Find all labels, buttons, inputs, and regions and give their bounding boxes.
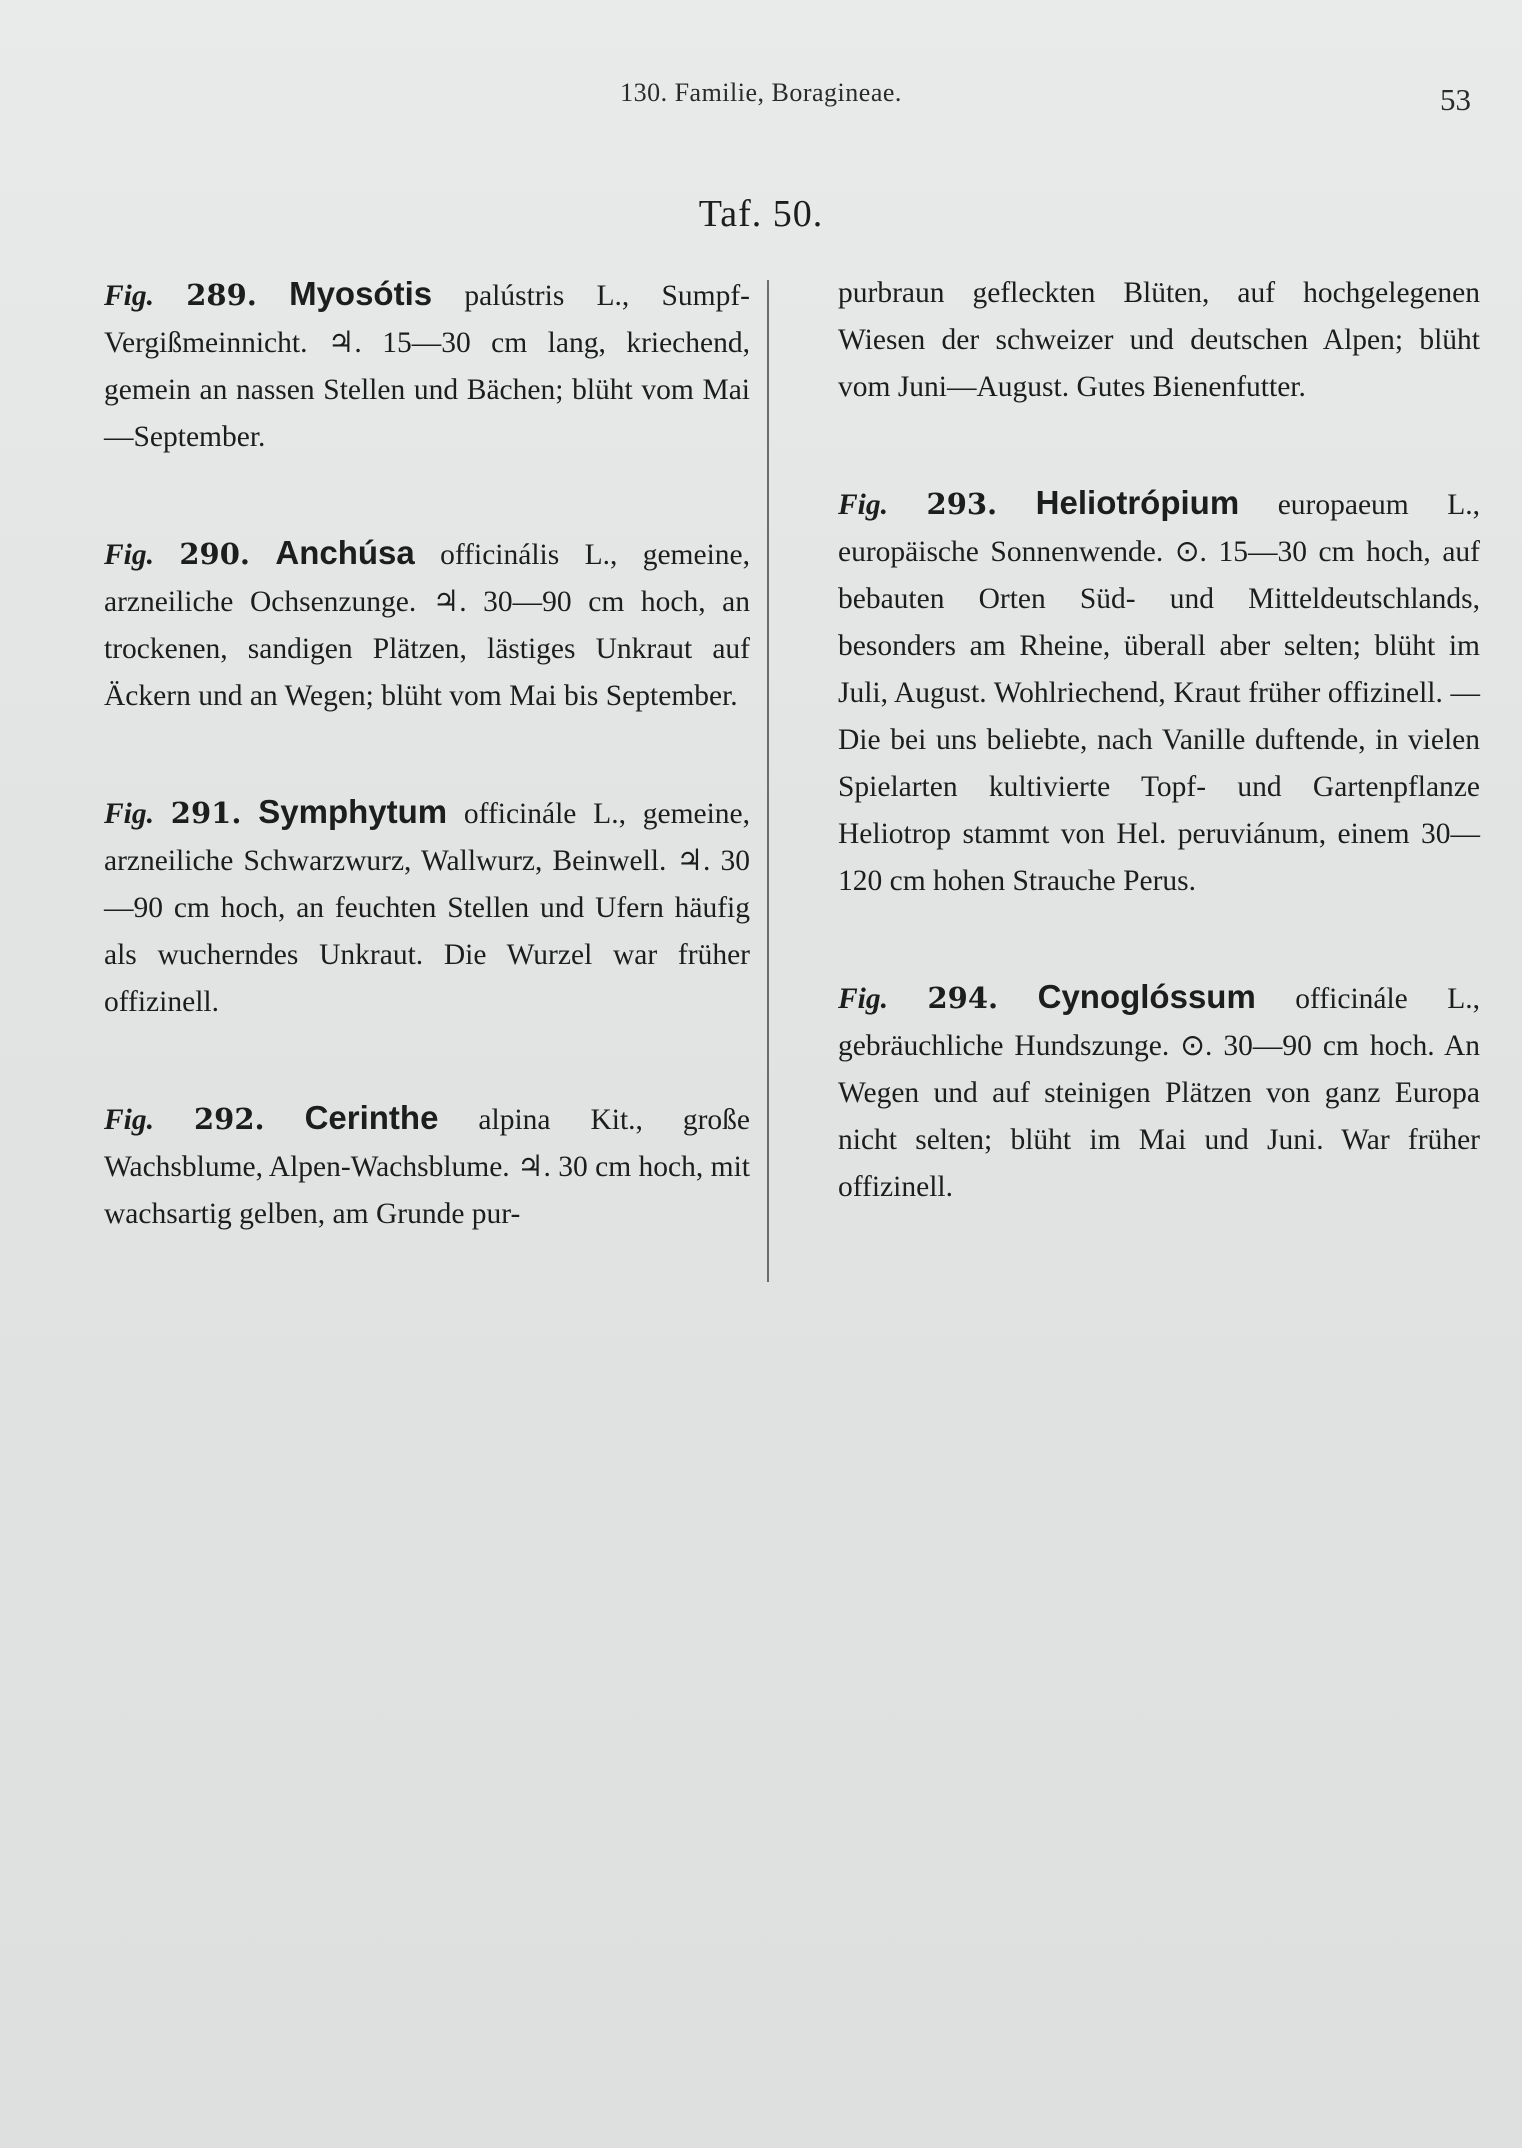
entry-294 <box>838 973 1480 1211</box>
right-column <box>838 270 1480 1211</box>
fig-label: Fig. <box>104 280 154 312</box>
entry-text: alpina Kit., große Wachsblume, Alpen-Wachsblume. ♃. 30 cm hoch, mit wachsartig gelben, am Grunde pur- <box>104 1104 751 1230</box>
genus-name: Myosótis <box>289 275 433 312</box>
entry-289 <box>104 270 750 461</box>
genus-name: Anchúsa <box>275 534 415 571</box>
fig-label: Fig. <box>104 539 154 571</box>
genus-name: Symphytum <box>258 793 448 830</box>
entry-text: europaeum L., europäische Sonnenwende. ⊙. 15—30 cm hoch, auf bebauten Orten Süd- und Mitteldeutschlands, besonders am Rheine, überall aber selten; blüht im Juli, August. Wohlriechend, Kraut früher offizinell. — Die bei uns beliebte, nach Vanille duftende, in vielen Spielarten kultivierte Topf- und Gartenpflanze Heliotrop stammt von Hel. peruviánum, einem 30—120 cm hohen Strauche Perus. <box>838 489 1481 897</box>
entry-text: officinális L., gemeine, arzneiliche Ochsenzunge. ♃. 30—90 cm hoch, an trockenen, sandigen Plätzen, lästiges Unkraut auf Äckern und an Wegen; blüht vom Mai bis September. <box>104 539 751 712</box>
genus-name: Heliotrópium <box>1035 484 1240 521</box>
page-number: 53 <box>1440 82 1471 117</box>
running-head: 130. Familie, Boragineae. <box>620 78 902 107</box>
fig-label: Fig. <box>838 489 888 521</box>
fig-number: 290. <box>179 537 251 571</box>
fig-number: 289. <box>186 278 257 312</box>
entry-292 <box>104 1094 750 1238</box>
fig-number: 294. <box>927 981 999 1015</box>
fig-number: 292. <box>193 1102 265 1136</box>
entry-293 <box>838 479 1480 905</box>
entry-291 <box>104 788 750 1026</box>
entry-292-continued <box>838 270 1480 411</box>
entry-290 <box>104 529 750 720</box>
entry-text: purbraun gefleckten Blüten, auf hochgelegenen Wiesen der schweizer und deutschen Alpen; blüht vom Juni—August. Gutes Bienenfutter. <box>838 277 1480 403</box>
fig-number: 293. <box>926 487 998 521</box>
entry-text: officinále L., gebräuchliche Hundszunge. ⊙. 30—90 cm hoch. An Wegen und auf steinigen Plätzen von ganz Europa nicht selten; blüht im Mai und Juni. War früher offizinell. <box>838 983 1481 1203</box>
column-divider <box>767 280 769 1282</box>
fig-label: Fig. <box>838 983 888 1015</box>
entry-text: officinále L., gemeine, arzneiliche Schwarzwurz, Wallwurz, Beinwell. ♃. 30—90 cm hoch, an feuchten Stellen und Ufern häufig als wucherndes Unkraut. Die Wurzel war früher offizinell. <box>104 798 751 1018</box>
fig-label: Fig. <box>104 1104 154 1136</box>
left-column <box>104 270 750 1238</box>
entry-text: palústris L., Sumpf-Vergißmeinnicht. ♃. 15—30 cm lang, kriechend, gemein an nassen Stellen und Bächen; blüht vom Mai—September. <box>104 280 750 453</box>
fig-number: 291. <box>170 796 242 830</box>
genus-name: Cynoglóssum <box>1037 978 1256 1015</box>
fig-label: Fig. <box>104 798 154 830</box>
plate-title: Taf. 50. <box>698 193 824 235</box>
genus-name: Cerinthe <box>304 1099 439 1136</box>
